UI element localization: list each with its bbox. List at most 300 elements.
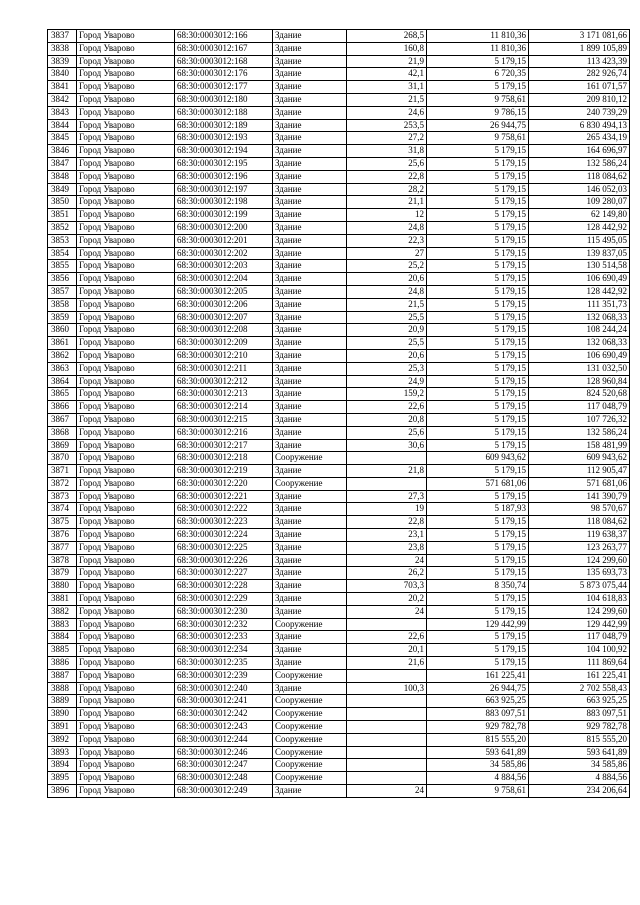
object-type-cell: Здание: [273, 401, 347, 414]
cadastral-number-cell: 68:30:0003012:189: [175, 119, 273, 132]
object-type-cell: Здание: [273, 362, 347, 375]
table-row: [48, 93, 630, 106]
cadastral-number-cell: 68:30:0003012:249: [175, 785, 273, 798]
object-type-cell: Здание: [273, 298, 347, 311]
cadastral-value-table: [47, 29, 630, 798]
area-cell: 27,2: [347, 132, 427, 145]
municipality-cell: Город Уварово: [77, 644, 175, 657]
cadastral-value-cell: 2 702 558,43: [529, 682, 630, 695]
row-number-cell: 3849: [48, 183, 77, 196]
object-type-cell: Здание: [273, 157, 347, 170]
municipality-cell: Город Уварово: [77, 759, 175, 772]
area-cell: 24: [347, 785, 427, 798]
cadastral-value-cell: 113 423,39: [529, 55, 630, 68]
row-number-cell: 3889: [48, 695, 77, 708]
cadastral-number-cell: 68:30:0003012:219: [175, 465, 273, 478]
municipality-cell: Город Уварово: [77, 618, 175, 631]
municipality-cell: Город Уварово: [77, 30, 175, 43]
municipality-cell: Город Уварово: [77, 439, 175, 452]
object-type-cell: Здание: [273, 311, 347, 324]
table-row: [48, 465, 630, 478]
municipality-cell: Город Уварово: [77, 157, 175, 170]
cadastral-number-cell: 68:30:0003012:228: [175, 580, 273, 593]
cadastral-value-cell: 111 869,64: [529, 657, 630, 670]
area-cell: 24,8: [347, 221, 427, 234]
specific-value-cell: 9 758,61: [427, 785, 529, 798]
municipality-cell: Город Уварово: [77, 401, 175, 414]
municipality-cell: Город Уварово: [77, 42, 175, 55]
row-number-cell: 3837: [48, 30, 77, 43]
area-cell: 23,8: [347, 541, 427, 554]
object-type-cell: Здание: [273, 285, 347, 298]
table-row: [48, 362, 630, 375]
cadastral-number-cell: 68:30:0003012:213: [175, 388, 273, 401]
table-row: [48, 106, 630, 119]
area-cell: 31,8: [347, 145, 427, 158]
area-cell: 30,6: [347, 439, 427, 452]
object-type-cell: Здание: [273, 541, 347, 554]
object-type-cell: Сооружение: [273, 669, 347, 682]
specific-value-cell: 5 179,15: [427, 273, 529, 286]
municipality-cell: Город Уварово: [77, 631, 175, 644]
area-cell: 20,9: [347, 324, 427, 337]
table-row: [48, 554, 630, 567]
specific-value-cell: 9 758,61: [427, 132, 529, 145]
municipality-cell: Город Уварово: [77, 298, 175, 311]
cadastral-value-cell: 117 048,79: [529, 401, 630, 414]
specific-value-cell: 5 179,15: [427, 145, 529, 158]
cadastral-value-cell: 1 899 105,89: [529, 42, 630, 55]
cadastral-number-cell: 68:30:0003012:180: [175, 93, 273, 106]
table-row: [48, 157, 630, 170]
area-cell: [347, 618, 427, 631]
object-type-cell: Сооружение: [273, 452, 347, 465]
table-row: [48, 285, 630, 298]
cadastral-value-cell: 146 052,03: [529, 183, 630, 196]
object-type-cell: Здание: [273, 349, 347, 362]
table-row: [48, 682, 630, 695]
row-number-cell: 3856: [48, 273, 77, 286]
municipality-cell: Город Уварово: [77, 669, 175, 682]
cadastral-number-cell: 68:30:0003012:197: [175, 183, 273, 196]
area-cell: [347, 721, 427, 734]
cadastral-value-cell: 164 696,97: [529, 145, 630, 158]
row-number-cell: 3878: [48, 554, 77, 567]
row-number-cell: 3861: [48, 337, 77, 350]
row-number-cell: 3853: [48, 234, 77, 247]
municipality-cell: Город Уварово: [77, 285, 175, 298]
municipality-cell: Город Уварово: [77, 375, 175, 388]
row-number-cell: 3894: [48, 759, 77, 772]
object-type-cell: Сооружение: [273, 708, 347, 721]
cadastral-value-cell: 117 048,79: [529, 631, 630, 644]
table-row: [48, 477, 630, 490]
cadastral-value-cell: 131 032,50: [529, 362, 630, 375]
municipality-cell: Город Уварово: [77, 657, 175, 670]
object-type-cell: Здание: [273, 68, 347, 81]
object-type-cell: Здание: [273, 375, 347, 388]
cadastral-number-cell: 68:30:0003012:198: [175, 196, 273, 209]
object-type-cell: Здание: [273, 388, 347, 401]
cadastral-value-cell: 158 481,99: [529, 439, 630, 452]
cadastral-number-cell: 68:30:0003012:167: [175, 42, 273, 55]
object-type-cell: Здание: [273, 785, 347, 798]
municipality-cell: Город Уварово: [77, 708, 175, 721]
municipality-cell: Город Уварово: [77, 196, 175, 209]
municipality-cell: Город Уварово: [77, 580, 175, 593]
specific-value-cell: 9 758,61: [427, 93, 529, 106]
municipality-cell: Город Уварово: [77, 68, 175, 81]
cadastral-number-cell: 68:30:0003012:221: [175, 490, 273, 503]
cadastral-number-cell: 68:30:0003012:218: [175, 452, 273, 465]
cadastral-number-cell: 68:30:0003012:168: [175, 55, 273, 68]
row-number-cell: 3891: [48, 721, 77, 734]
table-row: [48, 733, 630, 746]
cadastral-number-cell: 68:30:0003012:229: [175, 593, 273, 606]
row-number-cell: 3892: [48, 733, 77, 746]
municipality-cell: Город Уварово: [77, 593, 175, 606]
area-cell: 22,6: [347, 401, 427, 414]
specific-value-cell: 883 097,51: [427, 708, 529, 721]
object-type-cell: Сооружение: [273, 772, 347, 785]
table-row: [48, 375, 630, 388]
cadastral-value-cell: 129 442,99: [529, 618, 630, 631]
row-number-cell: 3865: [48, 388, 77, 401]
cadastral-number-cell: 68:30:0003012:248: [175, 772, 273, 785]
row-number-cell: 3866: [48, 401, 77, 414]
object-type-cell: Сооружение: [273, 759, 347, 772]
specific-value-cell: 5 179,15: [427, 554, 529, 567]
specific-value-cell: 815 555,20: [427, 733, 529, 746]
municipality-cell: Город Уварово: [77, 234, 175, 247]
object-type-cell: Сооружение: [273, 721, 347, 734]
municipality-cell: Город Уварово: [77, 362, 175, 375]
specific-value-cell: 5 179,15: [427, 375, 529, 388]
cadastral-value-cell: 124 299,60: [529, 554, 630, 567]
area-cell: 25,5: [347, 337, 427, 350]
row-number-cell: 3877: [48, 541, 77, 554]
cadastral-value-cell: 106 690,49: [529, 349, 630, 362]
specific-value-cell: 5 179,15: [427, 388, 529, 401]
object-type-cell: Здание: [273, 81, 347, 94]
area-cell: 703,3: [347, 580, 427, 593]
area-cell: 26,2: [347, 567, 427, 580]
area-cell: [347, 759, 427, 772]
cadastral-value-cell: 104 618,83: [529, 593, 630, 606]
object-type-cell: Сооружение: [273, 695, 347, 708]
specific-value-cell: 161 225,41: [427, 669, 529, 682]
specific-value-cell: 5 179,15: [427, 567, 529, 580]
municipality-cell: Город Уварово: [77, 541, 175, 554]
municipality-cell: Город Уварово: [77, 516, 175, 529]
specific-value-cell: 5 179,15: [427, 170, 529, 183]
specific-value-cell: 5 179,15: [427, 401, 529, 414]
municipality-cell: Город Уварово: [77, 221, 175, 234]
table-row: [48, 337, 630, 350]
municipality-cell: Город Уварово: [77, 567, 175, 580]
area-cell: 23,1: [347, 529, 427, 542]
cadastral-value-cell: 883 097,51: [529, 708, 630, 721]
table-row: [48, 413, 630, 426]
object-type-cell: Здание: [273, 554, 347, 567]
object-type-cell: Здание: [273, 132, 347, 145]
municipality-cell: Город Уварово: [77, 477, 175, 490]
object-type-cell: Здание: [273, 209, 347, 222]
specific-value-cell: 5 179,15: [427, 593, 529, 606]
area-cell: 24: [347, 554, 427, 567]
cadastral-value-cell: 132 068,33: [529, 311, 630, 324]
cadastral-number-cell: 68:30:0003012:206: [175, 298, 273, 311]
cadastral-value-cell: 111 351,73: [529, 298, 630, 311]
area-cell: 22,8: [347, 170, 427, 183]
table-row: [48, 721, 630, 734]
object-type-cell: Здание: [273, 93, 347, 106]
area-cell: 20,6: [347, 273, 427, 286]
municipality-cell: Город Уварово: [77, 81, 175, 94]
table-row: [48, 695, 630, 708]
area-cell: 21,1: [347, 196, 427, 209]
cadastral-number-cell: 68:30:0003012:203: [175, 260, 273, 273]
specific-value-cell: 26 944,75: [427, 119, 529, 132]
specific-value-cell: 11 810,36: [427, 42, 529, 55]
cadastral-number-cell: 68:30:0003012:204: [175, 273, 273, 286]
specific-value-cell: 571 681,06: [427, 477, 529, 490]
row-number-cell: 3862: [48, 349, 77, 362]
cadastral-number-cell: 68:30:0003012:239: [175, 669, 273, 682]
cadastral-number-cell: 68:30:0003012:244: [175, 733, 273, 746]
row-number-cell: 3893: [48, 746, 77, 759]
table-row: [48, 55, 630, 68]
object-type-cell: Здание: [273, 439, 347, 452]
cadastral-value-cell: 240 739,29: [529, 106, 630, 119]
specific-value-cell: 593 641,89: [427, 746, 529, 759]
cadastral-value-cell: 123 263,77: [529, 541, 630, 554]
area-cell: 24,6: [347, 106, 427, 119]
municipality-cell: Город Уварово: [77, 273, 175, 286]
table-row: [48, 209, 630, 222]
cadastral-value-cell: 106 690,49: [529, 273, 630, 286]
cadastral-number-cell: 68:30:0003012:217: [175, 439, 273, 452]
cadastral-value-cell: 3 171 081,66: [529, 30, 630, 43]
cadastral-number-cell: 68:30:0003012:201: [175, 234, 273, 247]
specific-value-cell: 929 782,78: [427, 721, 529, 734]
cadastral-number-cell: 68:30:0003012:205: [175, 285, 273, 298]
cadastral-number-cell: 68:30:0003012:193: [175, 132, 273, 145]
cadastral-number-cell: 68:30:0003012:234: [175, 644, 273, 657]
area-cell: 25,6: [347, 426, 427, 439]
row-number-cell: 3884: [48, 631, 77, 644]
specific-value-cell: 5 179,15: [427, 324, 529, 337]
specific-value-cell: 5 179,15: [427, 490, 529, 503]
cadastral-value-cell: 209 810,12: [529, 93, 630, 106]
row-number-cell: 3873: [48, 490, 77, 503]
cadastral-number-cell: 68:30:0003012:202: [175, 247, 273, 260]
table-row: [48, 631, 630, 644]
row-number-cell: 3842: [48, 93, 77, 106]
specific-value-cell: 5 179,15: [427, 234, 529, 247]
area-cell: 27: [347, 247, 427, 260]
table-row: [48, 196, 630, 209]
table-row: [48, 234, 630, 247]
municipality-cell: Город Уварово: [77, 106, 175, 119]
municipality-cell: Город Уварово: [77, 209, 175, 222]
municipality-cell: Город Уварово: [77, 605, 175, 618]
area-cell: 42,1: [347, 68, 427, 81]
specific-value-cell: 5 179,15: [427, 541, 529, 554]
row-number-cell: 3855: [48, 260, 77, 273]
cadastral-number-cell: 68:30:0003012:226: [175, 554, 273, 567]
specific-value-cell: 5 179,15: [427, 209, 529, 222]
area-cell: 25,2: [347, 260, 427, 273]
specific-value-cell: 5 179,15: [427, 644, 529, 657]
municipality-cell: Город Уварово: [77, 93, 175, 106]
specific-value-cell: 8 350,74: [427, 580, 529, 593]
cadastral-value-cell: 132 068,33: [529, 337, 630, 350]
row-number-cell: 3872: [48, 477, 77, 490]
object-type-cell: Здание: [273, 55, 347, 68]
row-number-cell: 3858: [48, 298, 77, 311]
area-cell: 24,9: [347, 375, 427, 388]
specific-value-cell: 5 179,15: [427, 465, 529, 478]
municipality-cell: Город Уварово: [77, 772, 175, 785]
cadastral-value-cell: 118 084,62: [529, 516, 630, 529]
specific-value-cell: 5 179,15: [427, 516, 529, 529]
cadastral-number-cell: 68:30:0003012:211: [175, 362, 273, 375]
row-number-cell: 3870: [48, 452, 77, 465]
cadastral-number-cell: 68:30:0003012:222: [175, 503, 273, 516]
area-cell: 21,5: [347, 298, 427, 311]
object-type-cell: Здание: [273, 644, 347, 657]
row-number-cell: 3875: [48, 516, 77, 529]
municipality-cell: Город Уварово: [77, 785, 175, 798]
object-type-cell: Сооружение: [273, 746, 347, 759]
cadastral-value-cell: 107 726,32: [529, 413, 630, 426]
row-number-cell: 3843: [48, 106, 77, 119]
area-cell: 100,3: [347, 682, 427, 695]
cadastral-number-cell: 68:30:0003012:194: [175, 145, 273, 158]
object-type-cell: Здание: [273, 490, 347, 503]
object-type-cell: Здание: [273, 196, 347, 209]
cadastral-number-cell: 68:30:0003012:240: [175, 682, 273, 695]
row-number-cell: 3887: [48, 669, 77, 682]
municipality-cell: Город Уварово: [77, 132, 175, 145]
cadastral-value-cell: 161 225,41: [529, 669, 630, 682]
cadastral-number-cell: 68:30:0003012:223: [175, 516, 273, 529]
row-number-cell: 3871: [48, 465, 77, 478]
municipality-cell: Город Уварово: [77, 170, 175, 183]
object-type-cell: Здание: [273, 221, 347, 234]
specific-value-cell: 5 179,15: [427, 349, 529, 362]
cadastral-number-cell: 68:30:0003012:242: [175, 708, 273, 721]
specific-value-cell: 5 179,15: [427, 426, 529, 439]
area-cell: [347, 772, 427, 785]
cadastral-value-cell: 124 299,60: [529, 605, 630, 618]
specific-value-cell: 26 944,75: [427, 682, 529, 695]
cadastral-value-cell: 112 905,47: [529, 465, 630, 478]
specific-value-cell: 5 179,15: [427, 183, 529, 196]
table-row: [48, 503, 630, 516]
table-row: [48, 644, 630, 657]
cadastral-number-cell: 68:30:0003012:209: [175, 337, 273, 350]
area-cell: 21,9: [347, 55, 427, 68]
table-row: [48, 426, 630, 439]
municipality-cell: Город Уварово: [77, 426, 175, 439]
cadastral-value-cell: 815 555,20: [529, 733, 630, 746]
table-row: [48, 260, 630, 273]
row-number-cell: 3879: [48, 567, 77, 580]
object-type-cell: Здание: [273, 516, 347, 529]
cadastral-value-cell: 109 280,07: [529, 196, 630, 209]
table-row: [48, 785, 630, 798]
municipality-cell: Город Уварово: [77, 682, 175, 695]
area-cell: 25,5: [347, 311, 427, 324]
cadastral-number-cell: 68:30:0003012:188: [175, 106, 273, 119]
area-cell: [347, 708, 427, 721]
cadastral-number-cell: 68:30:0003012:177: [175, 81, 273, 94]
table-row: [48, 669, 630, 682]
municipality-cell: Город Уварово: [77, 247, 175, 260]
cadastral-value-cell: 130 514,58: [529, 260, 630, 273]
object-type-cell: Здание: [273, 337, 347, 350]
specific-value-cell: 5 179,15: [427, 55, 529, 68]
table-row: [48, 349, 630, 362]
municipality-cell: Город Уварово: [77, 349, 175, 362]
table-row: [48, 772, 630, 785]
specific-value-cell: 5 179,15: [427, 362, 529, 375]
object-type-cell: Сооружение: [273, 477, 347, 490]
cadastral-number-cell: 68:30:0003012:208: [175, 324, 273, 337]
object-type-cell: Здание: [273, 413, 347, 426]
cadastral-value-cell: 34 585,86: [529, 759, 630, 772]
object-type-cell: Сооружение: [273, 618, 347, 631]
row-number-cell: 3880: [48, 580, 77, 593]
cadastral-number-cell: 68:30:0003012:214: [175, 401, 273, 414]
area-cell: 20,2: [347, 593, 427, 606]
object-type-cell: Здание: [273, 465, 347, 478]
specific-value-cell: 5 179,15: [427, 285, 529, 298]
table-row: [48, 529, 630, 542]
cadastral-number-cell: 68:30:0003012:200: [175, 221, 273, 234]
area-cell: 20,6: [347, 349, 427, 362]
table-row: [48, 439, 630, 452]
municipality-cell: Город Уварово: [77, 311, 175, 324]
object-type-cell: Здание: [273, 30, 347, 43]
specific-value-cell: 5 179,15: [427, 196, 529, 209]
row-number-cell: 3841: [48, 81, 77, 94]
table-row: [48, 746, 630, 759]
table-row: [48, 567, 630, 580]
cadastral-number-cell: 68:30:0003012:227: [175, 567, 273, 580]
row-number-cell: 3852: [48, 221, 77, 234]
area-cell: [347, 669, 427, 682]
row-number-cell: 3885: [48, 644, 77, 657]
row-number-cell: 3844: [48, 119, 77, 132]
object-type-cell: Здание: [273, 183, 347, 196]
row-number-cell: 3890: [48, 708, 77, 721]
specific-value-cell: 5 179,15: [427, 81, 529, 94]
municipality-cell: Город Уварово: [77, 413, 175, 426]
table-row: [48, 593, 630, 606]
area-cell: [347, 695, 427, 708]
cadastral-number-cell: 68:30:0003012:225: [175, 541, 273, 554]
table-row: [48, 247, 630, 260]
specific-value-cell: 9 786,15: [427, 106, 529, 119]
specific-value-cell: 5 179,15: [427, 221, 529, 234]
cadastral-value-cell: 132 586,24: [529, 157, 630, 170]
cadastral-value-cell: 119 638,37: [529, 529, 630, 542]
cadastral-value-cell: 6 830 494,13: [529, 119, 630, 132]
area-cell: 20,1: [347, 644, 427, 657]
